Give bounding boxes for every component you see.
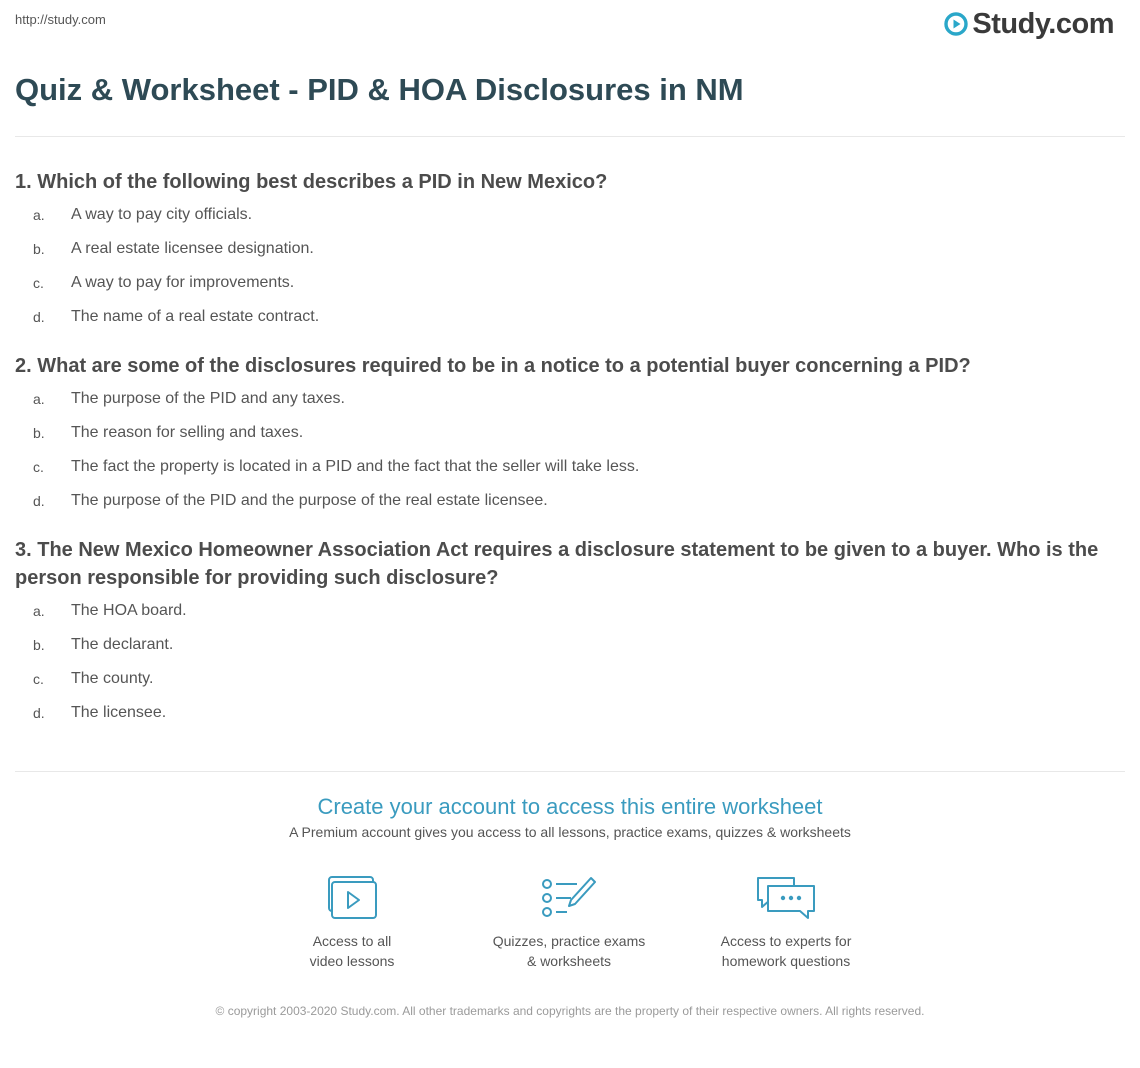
feature-label <box>459 931 679 971</box>
answer-text: A way to pay for improvements. <box>71 274 295 291</box>
question-text: 3. The New Mexico Homeowner Association Act requires a disclosure statement to be given to a buyer. Who is the person responsible for providing such disclosure? <box>15 539 1099 589</box>
feature-quizzes <box>459 875 679 971</box>
answer-option[interactable] <box>15 594 1125 628</box>
answer-option[interactable] <box>15 416 1125 450</box>
answer-option[interactable] <box>15 382 1125 416</box>
answer-text: The licensee. <box>71 704 167 721</box>
create-account-link[interactable]: Create your account to access this entire worksheet <box>317 794 823 819</box>
feature-label <box>242 931 462 971</box>
answer-option[interactable] <box>15 484 1125 518</box>
feature-label <box>676 931 896 971</box>
answer-option[interactable] <box>15 696 1125 730</box>
page-title: Quiz & Worksheet - PID & HOA Disclosures in NM <box>15 72 744 107</box>
question-list <box>15 168 1125 748</box>
question-1 <box>15 168 1125 334</box>
logo-text: Study.com <box>972 7 1114 40</box>
answer-option[interactable] <box>15 232 1125 266</box>
feature-label-line: & worksheets <box>526 953 612 969</box>
answer-text: A real estate licensee designation. <box>71 240 314 257</box>
play-circle-icon <box>944 12 968 36</box>
answer-option[interactable] <box>15 300 1125 334</box>
divider <box>15 136 1125 137</box>
answer-letter: d. <box>33 493 45 509</box>
answer-text: The fact the property is located in a PID and the fact that the seller will take less. <box>71 458 640 475</box>
answer-text: The HOA board. <box>71 602 187 619</box>
answer-option[interactable] <box>15 266 1125 300</box>
question-2 <box>15 352 1125 518</box>
answer-text: The declarant. <box>71 636 174 653</box>
question-3 <box>15 536 1125 730</box>
answer-text: The name of a real estate contract. <box>71 308 320 325</box>
site-url: http://study.com <box>15 12 106 27</box>
feature-label-line: Access to all <box>312 933 392 949</box>
answer-letter: b. <box>33 425 45 441</box>
answer-option[interactable] <box>15 450 1125 484</box>
cta-subtitle: A Premium account gives you access to all lessons, practice exams, quizzes & worksheets <box>289 824 851 840</box>
answer-letter: d. <box>33 705 45 721</box>
top-bar <box>0 0 1140 60</box>
answer-option[interactable] <box>15 198 1125 232</box>
answer-list <box>15 594 1125 730</box>
feature-label-line: video lessons <box>309 953 395 969</box>
divider <box>15 771 1125 772</box>
copyright-notice: © copyright 2003-2020 Study.com. All other trademarks and copyrights are the property of their respective owners. All rights reserved. <box>215 1004 925 1018</box>
answer-list <box>15 382 1125 518</box>
answer-letter: a. <box>33 391 45 407</box>
quiz-checklist-icon <box>541 875 597 921</box>
feature-video-lessons <box>242 875 462 971</box>
feature-label-line: Access to experts for <box>720 933 852 949</box>
question-text: 2. What are some of the disclosures required to be in a notice to a potential buyer concerning a PID? <box>15 355 971 377</box>
answer-letter: a. <box>33 207 45 223</box>
question-text: 1. Which of the following best describes a PID in New Mexico? <box>15 171 608 193</box>
answer-letter: a. <box>33 603 45 619</box>
answer-letter: b. <box>33 637 45 653</box>
answer-option[interactable] <box>15 628 1125 662</box>
feature-label-line: homework questions <box>721 953 851 969</box>
answer-letter: c. <box>33 459 44 475</box>
answer-text: The purpose of the PID and the purpose of the real estate licensee. <box>71 492 548 509</box>
signup-cta <box>0 792 1140 840</box>
answer-letter: c. <box>33 671 44 687</box>
answer-text: A way to pay city officials. <box>71 206 253 223</box>
answer-text: The county. <box>71 670 154 687</box>
answer-option[interactable] <box>15 662 1125 696</box>
answer-text: The reason for selling and taxes. <box>71 424 304 441</box>
answer-letter: d. <box>33 309 45 325</box>
answer-text: The purpose of the PID and any taxes. <box>71 390 345 407</box>
feature-label-line: Quizzes, practice exams <box>492 933 646 949</box>
chat-bubbles-icon <box>754 875 818 921</box>
answer-letter: c. <box>33 275 44 291</box>
feature-experts <box>676 875 896 971</box>
answer-letter: b. <box>33 241 45 257</box>
study-logo[interactable] <box>944 6 1114 42</box>
video-lessons-icon <box>326 875 378 921</box>
answer-list <box>15 198 1125 334</box>
